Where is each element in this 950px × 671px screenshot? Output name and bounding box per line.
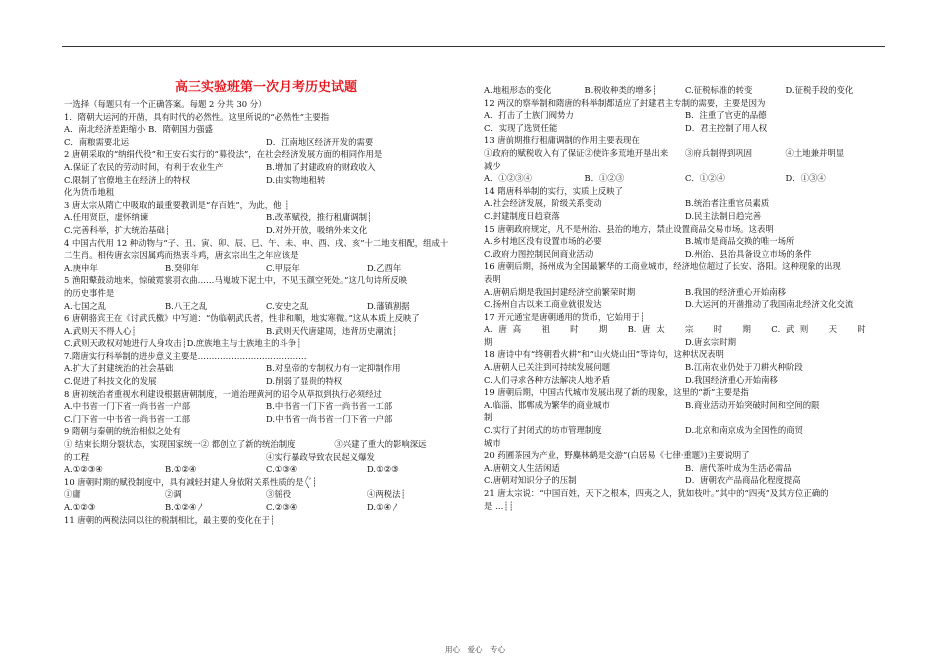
text-line <box>64 476 468 489</box>
text-line <box>64 211 468 224</box>
answer-option: 时 <box>713 324 723 335</box>
answer-option: A.①②③④ <box>64 464 103 475</box>
answer-option: D.削弱了显贵的特权 <box>266 376 343 387</box>
answer-option: D.中书省一尚书省一门下省一户部 <box>266 413 393 424</box>
line-text: 化为货币地租 <box>64 187 115 198</box>
answer-option: A．①②③④ <box>484 173 532 184</box>
line-text: 5 渔阳鼙鼓动地来，惊破霓裳羽衣曲……马嵬坡下泥土中，不见玉颜空死处。”这几句诗所反映 <box>64 275 408 286</box>
text-line <box>484 500 886 513</box>
line-text: 3 唐太宗从隋亡中吸取的最重要教训是“存百姓”，为此，他 ┊ <box>64 199 290 210</box>
answer-option: B.税收种类的增多┊ <box>584 85 657 95</box>
line-text: 19 唐朝后期，中国古代城市发展出现了新的现象，这里的“新”主要是指 <box>484 387 749 398</box>
text-line <box>484 424 886 437</box>
line-text: 8 唐初统治者重视水利建设根据唐朝制度，一道治理黄河的诏令从草拟到执行必须经过 <box>64 388 382 399</box>
text-line <box>64 451 468 464</box>
line-text: 14 隋唐科举制的实行，实质上反映了 <box>484 185 623 196</box>
line-text: 13 唐前期推行租庸调制的作用主要表现在 <box>484 135 640 146</box>
answer-option: A．打击了士族门阀势力 <box>484 110 574 121</box>
text-line <box>64 350 468 363</box>
text-line <box>64 388 468 401</box>
text-line <box>64 161 468 174</box>
text-line <box>64 425 468 438</box>
line-text: 11 唐朝的两税法同以往的税制相比，最主要的变化在于┊ <box>64 514 275 525</box>
answer-option: D.由实物地租转 <box>266 174 326 185</box>
top-rule <box>62 46 885 47</box>
text-line <box>484 197 886 210</box>
text-line <box>64 463 468 476</box>
answer-option: D.唐玄宗时期 <box>685 336 736 347</box>
answer-option: ①庸 <box>64 489 81 500</box>
text-line <box>484 134 886 147</box>
answer-option: B.癸卯年 <box>165 262 199 273</box>
answer-option: ③兴建了重大的影响深远 <box>334 439 427 450</box>
answer-option: A.庚申年 <box>64 262 98 273</box>
right-question-list <box>484 84 886 512</box>
answer-option: B．唐 <box>627 324 651 335</box>
text-line <box>484 437 886 450</box>
answer-option: C.限制了官僚地主在经济上的特权 <box>64 174 191 185</box>
answer-option: C.促进了科技文化的发展 <box>64 376 157 387</box>
answer-option: B.城市是商品交换的唯一场所 <box>685 236 795 247</box>
answer-option: C.政府力图控制民间商业活动 <box>484 248 594 259</box>
answer-option: B.商业活动开始突破时间和空间的限 <box>685 399 820 410</box>
answer-option: A.乡村地区没有设置市场的必要 <box>484 236 602 247</box>
text-line <box>484 97 886 110</box>
answer-option: 时 <box>857 324 866 335</box>
text-line <box>484 474 886 487</box>
line-text: 1．隋朝大运河的开凿，具有时代的必然性。这里所说的“必然性”主要指 <box>64 111 330 122</box>
exam-title: 高三实验班第一次月考历史试题 <box>174 80 357 95</box>
text-line <box>64 375 468 388</box>
line-text: 16 唐朝后期，扬州成为全国最繁华的工商业城市，经济地位超过了长安、洛阳。这种现象的出现 <box>484 261 841 272</box>
answer-option: 时 <box>570 324 579 335</box>
line-text: 6 唐朝骆宾王在《讨武氏檄》中写道：“伪临朝武氏者，性非和顺，地实寒微。”这从本质上反映了 <box>64 313 420 324</box>
answer-option: 宗 <box>685 324 694 335</box>
text-line <box>484 286 886 299</box>
text-line <box>484 411 886 424</box>
text-line <box>64 148 468 161</box>
text-line <box>484 109 886 122</box>
answer-option: C.①③④ <box>266 464 298 475</box>
answer-option: D.我国经济重心开始南移 <box>685 374 778 385</box>
text-line <box>484 185 886 198</box>
text-line <box>64 488 468 501</box>
line-text: 的历史事件是 <box>64 287 115 298</box>
answer-option: ① 结束长期分裂状态，实现国家统一 <box>64 439 201 450</box>
answer-option: D．江南地区经济开发的需要 <box>266 136 374 147</box>
line-text: 城市 <box>484 437 501 448</box>
text-line <box>64 262 468 275</box>
answer-option: B．注重了官吏的品德 <box>685 110 767 121</box>
answer-option: 祖 <box>541 324 550 335</box>
line-text: 10 唐朝时期的赋役制度中，具有减轻封建人身依附关系性质的是〲┊ <box>64 476 317 487</box>
text-line <box>64 249 468 262</box>
answer-option: ④土地兼并明显 <box>785 147 845 158</box>
answer-option: D.藩镇割据 <box>367 300 410 311</box>
text-line <box>484 122 886 135</box>
answer-option: D．①③④ <box>785 173 826 184</box>
text-line <box>64 501 468 514</box>
text-line <box>484 361 886 374</box>
answer-option: B.八王之乱 <box>165 300 208 311</box>
answer-option: B.中书省一门下省一尚书省一工部 <box>266 401 393 412</box>
text-line <box>64 514 468 527</box>
answer-option: ② 都创立了新的统治制度 <box>200 439 296 450</box>
answer-option: B．①②③ <box>584 173 625 184</box>
answer-option: C．①②④ <box>685 173 725 184</box>
text-line <box>484 311 886 324</box>
answer-option: 太 <box>656 324 665 335</box>
text-line <box>64 300 468 313</box>
line-text: 2 唐朝采取的“纳绢代役”和王安石实行的“募役法”，在社会经济发展方面的相同作用是 <box>64 149 383 160</box>
text-line <box>484 487 886 500</box>
text-line <box>64 413 468 426</box>
text-line <box>484 462 886 475</box>
answer-option: B．唐代茶叶成为生活必需品 <box>685 462 792 473</box>
answer-option: B.①②④〳 <box>165 502 205 512</box>
right-column <box>484 84 886 512</box>
answer-option: C．武 <box>771 324 795 335</box>
text-line <box>484 273 886 286</box>
answer-option: 天 <box>828 324 837 335</box>
answer-option: A.社会经济发展，阶级关系变动 <box>484 198 602 209</box>
line-text: C.武则天政权对她进行人身攻击┊D.庶族地主与士族地主的斗争┊ <box>64 338 302 349</box>
line-text: 4 中国古代用 12 种动物与“子、丑、寅、卯、辰、巳、午、未、申、酉、戌、亥”十二地支相配，组成十 <box>64 237 449 248</box>
answer-option: 则 <box>799 324 809 335</box>
line-text: 21 唐太宗说：“中国百姓，天下之根本，四夷之人，犹如枝叶。”其中的“四夷”及其方位正确的 <box>484 488 829 498</box>
answer-option: B.①②④ <box>165 464 197 475</box>
text-line <box>64 174 468 187</box>
answer-option: D.大运河的开凿推动了我国南北经济文化交流 <box>685 299 854 310</box>
answer-option: A.唐朝后期是我国封建经济空前繁荣时期 <box>484 286 636 297</box>
answer-option: 的工程 <box>64 451 90 462</box>
text-line <box>484 323 886 336</box>
answer-option: C.封建制度日趋衰落 <box>484 210 560 221</box>
text-line <box>484 449 886 462</box>
answer-option: A.任用贤臣，虚怀纳谏 <box>64 212 149 223</box>
answer-option: A.唐朝文人生活闲适 <box>484 462 560 473</box>
answer-option: ①政府的赋税收入有了保证 <box>484 147 585 158</box>
answer-option: D.①②③ <box>367 464 399 475</box>
answer-option: B.对皇帝的专制权力有一定抑制作用 <box>266 363 401 374</box>
answer-option: C.安史之乱 <box>266 300 309 311</box>
text-line <box>64 111 468 124</box>
answer-option: A.武则天不得人心┊ <box>64 325 137 336</box>
left-column <box>64 80 468 526</box>
answer-option: D．唐朝农产品商品化程度提高 <box>685 475 801 486</box>
text-line <box>64 362 468 375</box>
answer-option: A.①②③ <box>64 502 96 512</box>
answer-option: ③徭役 <box>266 489 292 500</box>
text-line <box>64 237 468 250</box>
text-line <box>484 172 886 185</box>
text-line <box>484 210 886 223</box>
answer-option: C.门下省一中书省一尚书省一工部 <box>64 413 191 424</box>
text-line <box>484 386 886 399</box>
answer-option: C．南粮需要北运 <box>64 136 130 147</box>
answer-option: C.②③④ <box>266 502 298 512</box>
line-text: 是 …┊┊ <box>484 500 514 511</box>
answer-option: D.民主法制日趋完善 <box>685 210 762 221</box>
text-line <box>484 235 886 248</box>
line-text: 20 药圃茶园为产业，野麋林鹤是交游”(白居易《七律·重题》)主要说明了 <box>484 450 750 461</box>
text-line <box>484 260 886 273</box>
text-line <box>484 84 886 97</box>
answer-option: B.江南农业仍处于刀耕火种阶段 <box>685 362 803 373</box>
line-text: 9 隋朝与秦朝的统治相似之处有 <box>64 426 181 437</box>
text-line <box>64 274 468 287</box>
answer-option: A.唐朝人已关注到可持续发展问题 <box>484 362 610 373</box>
text-line <box>64 312 468 325</box>
answer-option: C.唐朝对知识分子的压制 <box>484 475 577 486</box>
text-line <box>64 186 468 199</box>
answer-option: D.①④〳 <box>367 502 400 512</box>
text-line <box>64 199 468 212</box>
text-line <box>64 438 468 451</box>
answer-option: B.我国的经济重心开始南移 <box>685 286 786 297</box>
answer-option: B.武则天代唐建周，违背历史潮流┊ <box>266 325 398 336</box>
answer-option: A.保证了农民的劳动时间，有利于农业生产 <box>64 161 224 172</box>
answer-option: C.甲辰年 <box>266 262 300 273</box>
text-line <box>64 287 468 300</box>
answer-option: 高 <box>512 324 522 335</box>
text-line <box>484 399 886 412</box>
answer-option: ④实行暴政导致农民起义爆发 <box>266 451 375 462</box>
line-text: 17 开元通宝是唐朝通用的货币，它始用于┊ <box>484 311 645 322</box>
text-line <box>64 224 468 237</box>
left-question-list <box>64 111 468 527</box>
text-line <box>64 337 468 350</box>
line-text: 15 唐朝政府规定，凡不是州治、县治的地方，禁止设置商品交易市场。这表明 <box>484 223 774 234</box>
answer-option: D.州治、县治具备设立市场的条件 <box>685 248 812 259</box>
text-line <box>64 325 468 338</box>
text-line <box>64 400 468 413</box>
answer-option: 期 <box>742 324 751 335</box>
answer-option: A．唐 <box>484 324 507 335</box>
text-line <box>484 336 886 349</box>
answer-option: C.征税标准的转变 <box>685 85 753 95</box>
answer-option: D．君主控制了用人权 <box>685 122 768 133</box>
answer-option: ②使许多荒地开垦出来 <box>584 147 669 158</box>
answer-option: A.七国之乱 <box>64 300 107 311</box>
text-line <box>484 160 886 173</box>
answer-option: B.增加了封建政府的财政收入 <box>266 161 376 172</box>
line-text: 18 唐诗中有“终朝看火耕”和“山火烧山田”等诗句，这种状况表明 <box>484 349 724 360</box>
line-text: 制 <box>484 412 493 423</box>
line-text: 二生肖。相传唐玄宗因属鸡而热衷斗鸡，唐玄宗出生之年应该是 <box>64 250 299 261</box>
answer-option: ④两税法┊ <box>367 489 406 500</box>
answer-option: 期 <box>484 336 493 347</box>
text-line <box>64 123 468 136</box>
page-footer: 用心 爱心 专心 <box>445 645 505 654</box>
text-line <box>484 374 886 387</box>
line-text: 表明 <box>484 273 501 284</box>
line-text: 减少 <box>484 160 501 171</box>
answer-option: D.北京和南京成为全国性的商贸 <box>685 425 803 436</box>
answer-option: B.改革赋役，推行租庸调制┊ <box>266 212 372 223</box>
line-text: 7.隋唐实行科举制的进步意义主要是………………………………… <box>64 350 307 361</box>
answer-option: ②调 <box>165 489 182 500</box>
text-line <box>484 298 886 311</box>
text-line <box>64 136 468 149</box>
answer-option: C．实现了选贤任能 <box>484 122 558 133</box>
section-instructions: 一选择（每题只有一个正确答案。每题 2 分共 30 分） <box>64 99 267 109</box>
text-line <box>484 147 886 160</box>
text-line <box>484 223 886 236</box>
answer-option: D.对外开放，吸纳外来文化 <box>266 224 368 235</box>
answer-option: 期 <box>598 324 608 335</box>
answer-option: C.完善科举，扩大统治基础┊ <box>64 224 170 235</box>
answer-option: ③府兵制得到巩固 <box>685 147 752 158</box>
answer-option: C.人们寻求各种方法解决人地矛盾 <box>484 374 611 385</box>
line-text: A．南北经济差距缩小 B．隋朝国力强盛 <box>64 124 213 135</box>
answer-option: C.扬州自古以来工商业就很发达 <box>484 299 602 310</box>
answer-option: A.中书省一门下省一尚书省一户部 <box>64 401 190 412</box>
line-text: 12 两汉的察举制和隋唐的科举制都适应了封建君主专制的需要，主要是因为 <box>484 97 766 108</box>
answer-option: D.征税手段的变化 <box>785 85 854 95</box>
answer-option: A.临淄、邯郸成为繁华的商业城市 <box>484 399 610 410</box>
text-line <box>484 248 886 261</box>
answer-option: A.扩大了封建统治的社会基础 <box>64 363 174 374</box>
answer-option: A.地租形态的变化 <box>484 85 552 95</box>
answer-option: C.实行了封闭式的坊市管理制度 <box>484 425 602 436</box>
text-line <box>484 348 886 361</box>
answer-option: B.统治者注重官员素质 <box>685 198 770 209</box>
answer-option: D.乙酉年 <box>367 262 402 273</box>
